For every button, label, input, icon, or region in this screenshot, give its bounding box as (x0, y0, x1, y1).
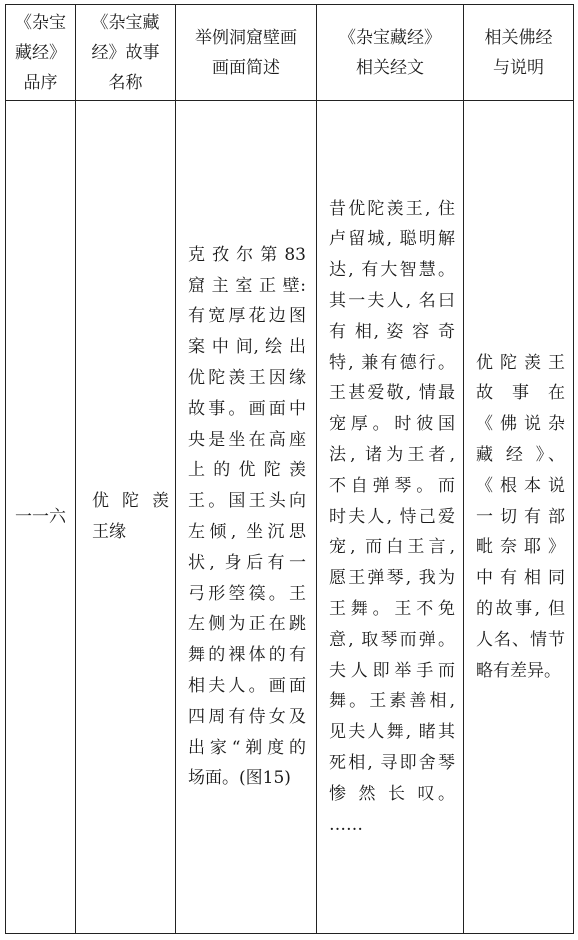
note-line: 《根本说 (476, 475, 565, 496)
sutra-line: 见夫人舞, 睹其 (329, 722, 455, 743)
note-line: 毗奈耶》 (476, 537, 565, 558)
sutra-line: 时夫人, 恃己爱 (329, 506, 455, 527)
sutra-line: 不自弹琴。而 (329, 475, 455, 496)
mural-line: 相夫人。画面 (188, 675, 306, 696)
sutra-line: 法, 诸为王者, (329, 445, 455, 465)
sutra-line: 惨 然 长 叹。 (329, 783, 455, 804)
mural-line: 央是坐在高座 (188, 429, 306, 450)
mural-line: 舞的裸体的有 (188, 645, 306, 666)
sutra-line: 意, 取琴而弹。 (329, 629, 455, 650)
sutra-line: 昔优陀羡王, 住 (329, 198, 455, 219)
sutra-line: 宠厚。时彼国 (329, 414, 455, 435)
sutra-line: 有 相, 姿 容 奇 (329, 321, 455, 342)
sutra-line: 夫人即举手而 (329, 660, 455, 681)
mural-line: 有宽厚花边图 (188, 306, 306, 327)
story-name-cell (76, 101, 176, 934)
mural-line: 案 中 间, 绘 出 (188, 337, 306, 358)
mural-line: 优陀羡王因缘 (188, 368, 306, 389)
note-line: 故 事 在 (476, 383, 565, 404)
sutra-line: 愿王弹琴, 我为 (329, 568, 455, 589)
mural-line: 窟 主 室 正 壁: (188, 275, 306, 296)
mural-line: 克 孜 尔 第 83 (188, 244, 306, 265)
notes-cell (464, 101, 574, 934)
sutra-line: 王甚爱敬, 情最 (329, 383, 455, 404)
sutra-story-table (5, 4, 574, 934)
header-row (6, 5, 574, 101)
mural-line: 故事。画面中 (188, 398, 306, 419)
mural-line: 弓形箜篌。王 (188, 583, 306, 604)
sutra-line: 舞。王素善相, (329, 691, 455, 712)
mural-line: 场面。(图15) (188, 768, 291, 789)
note-line: 的故事, 但 (476, 598, 565, 619)
note-line: 优陀羡王 (476, 352, 565, 373)
sutra-line: 特, 兼有德行。 (329, 352, 455, 373)
note-line: 《佛说杂 (476, 414, 565, 435)
sutra-line: 宠, 而白王言, (329, 537, 455, 558)
mural-line: 四周有侍女及 (188, 706, 306, 727)
header-mural: 举例洞窟壁画 画面简述 (176, 5, 317, 101)
sutra-line: 达, 有大智慧。 (329, 260, 455, 281)
sutra-line: 其一夫人, 名曰 (329, 291, 455, 312)
sutra-line: 卢留城, 聪明解 (329, 229, 455, 250)
mural-line: 上 的 优 陀 羡 (188, 460, 306, 481)
note-line: 人名、情节 (476, 629, 565, 650)
header-sutra: 《杂宝藏经》 相关经文 (317, 5, 464, 101)
table-row (6, 101, 574, 934)
order-value: 一一六 (15, 506, 66, 527)
sutra-line: 王舞。王不免 (329, 598, 455, 619)
sutra-line: …… (329, 814, 363, 835)
mural-line: 左侧为正在跳 (188, 614, 306, 635)
note-line: 一切有部 (476, 506, 565, 527)
header-order: 《杂宝 藏经》 品序 (6, 5, 76, 101)
order-cell (6, 101, 76, 934)
sutra-text-cell (317, 101, 464, 934)
note-line: 中有相同 (476, 568, 565, 589)
header-story-name: 《杂宝藏 经》故事 名称 (76, 5, 176, 101)
story-name-line: 王缘 (92, 522, 126, 542)
mural-line: 出家“剃度的 (188, 737, 306, 758)
mural-line: 左倾, 坐沉思 (188, 522, 306, 542)
note-line: 略有差异。 (476, 660, 561, 681)
note-line: 藏 经 》、 (476, 445, 565, 465)
mural-line: 王。国王头向 (188, 491, 306, 512)
header-notes: 相关佛经 与说明 (464, 5, 574, 101)
story-name-line: 优 陀 羡 (92, 491, 169, 512)
mural-line: 状, 身后有一 (188, 552, 306, 573)
sutra-line: 死相, 寻即舍琴 (329, 752, 455, 773)
mural-description-cell (176, 101, 317, 934)
